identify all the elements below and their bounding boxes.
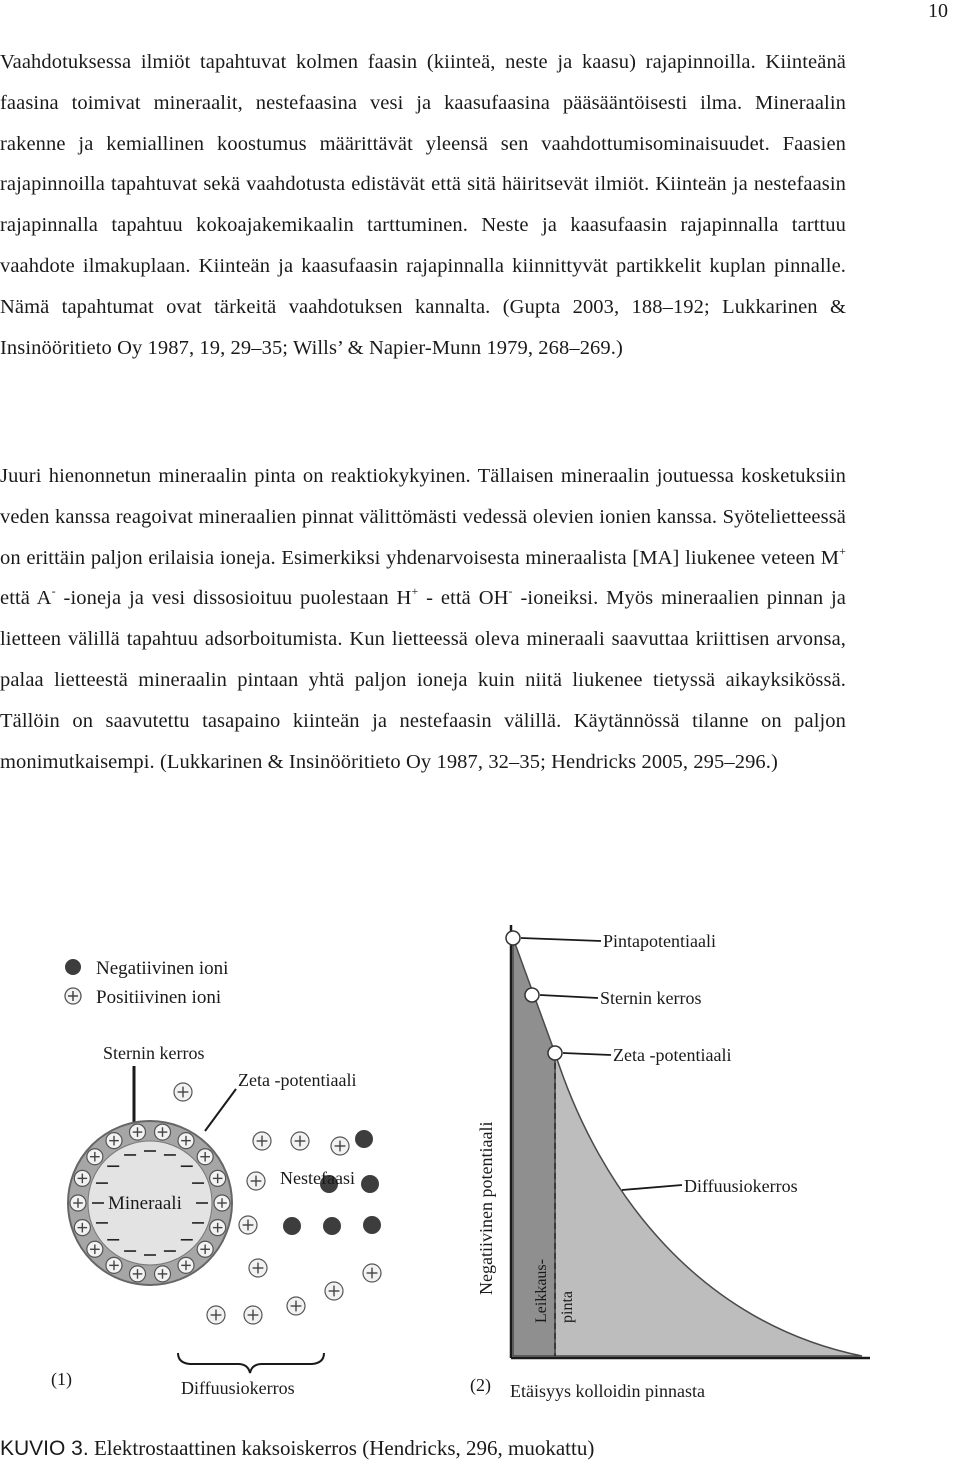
- negative-ion-icon: [283, 1217, 301, 1235]
- negative-ion-icon: [355, 1130, 373, 1148]
- sup-plus-h: +: [411, 584, 419, 599]
- diffuse-right-pointer: [622, 1185, 682, 1190]
- paragraph-mineral-surface: [0, 456, 846, 782]
- positive-ion-icon: [87, 1241, 103, 1257]
- negative-ion-icon: [323, 1217, 341, 1235]
- positive-ion-icon: [244, 1306, 262, 1324]
- negative-ion-icon: [361, 1175, 379, 1193]
- sup-plus-m: +: [839, 543, 846, 558]
- shear-plane-label-line1: Leikkaus-: [533, 1259, 550, 1323]
- positive-ion-icon: [210, 1220, 226, 1236]
- diffuse-region: [555, 1053, 862, 1356]
- legend-positive-ion-icon: [65, 988, 81, 1004]
- panel-1-number: (1): [51, 1369, 72, 1389]
- positive-ion-icon: [174, 1083, 192, 1101]
- positive-ion-icon: [197, 1149, 213, 1165]
- diffuse-label-left: Diffuusiokerros: [181, 1378, 295, 1398]
- sup-minus-a: -: [51, 584, 56, 599]
- legend-negative-ion-icon: [65, 959, 81, 975]
- zeta-pointer-line: [205, 1089, 236, 1131]
- p2-text-2: että A: [0, 587, 52, 610]
- negative-ion-icon: [363, 1216, 381, 1234]
- positive-ion-icon: [363, 1264, 381, 1282]
- positive-ion-icon: [207, 1306, 225, 1324]
- p2-text-5: -ioneiksi. Myös mineraalien pinnan ja lietteen välillä tapahtuu adsorboitumista. Kun lietteessä oleva mineraali saavuttaa kriittisen arvonsa, palaa lietteestä mineraalin pintaan yhtä paljon ioneja kuin niitä liukenee tietyssä aikayksikössä. Tällöin on saavutettu tasapaino kiinteän ja nestefaasin välillä. Käytännössä tilanne on paljon monimutkaisempi. (Lukkarinen & Insinööritieto Oy 1987, 32–35; Hendricks 2005, 295–296.): [0, 587, 846, 773]
- zeta-label-right: Zeta -potentiaali: [613, 1045, 732, 1065]
- zeta-point: [548, 1046, 562, 1060]
- positive-ion-icon: [70, 1195, 86, 1211]
- caption-text: Elektrostaattinen kaksoiskerros (Hendricks, 296, muokattu): [88, 1436, 595, 1460]
- zeta-label-left: Zeta -potentiaali: [238, 1070, 357, 1090]
- diffuse-brace: [178, 1353, 324, 1373]
- positive-ion-icon: [210, 1170, 226, 1186]
- shear-plane-label-line2: pinta: [559, 1291, 576, 1323]
- y-axis-label: Negatiivinen potentiaali: [476, 1121, 496, 1295]
- positive-ion-icon: [253, 1132, 271, 1150]
- nestefaasi-label: Nestefaasi: [280, 1168, 355, 1188]
- panel-1: [51, 958, 381, 1398]
- positive-ion-icon: [287, 1297, 305, 1315]
- legend-negative-label: Negatiivinen ioni: [96, 958, 229, 979]
- figure-svg: [0, 903, 960, 1423]
- surface-potential-point: [506, 931, 520, 945]
- stern-label-right: Sternin kerros: [600, 988, 702, 1008]
- positive-ion-icon: [239, 1216, 257, 1234]
- positive-ion-icon: [331, 1137, 349, 1155]
- stern-layer-label-left: Sternin kerros: [103, 1043, 205, 1063]
- positive-ion-icon: [106, 1257, 122, 1273]
- double-layer-figure: [0, 903, 960, 1423]
- p2-text-4: - että OH: [418, 587, 509, 610]
- positive-ion-icon: [247, 1172, 265, 1190]
- positive-ion-icon: [155, 1124, 171, 1140]
- legend-positive-label: Positiivinen ioni: [96, 987, 222, 1008]
- positive-ion-icon: [106, 1133, 122, 1149]
- caption-label: KUVIO 3.: [0, 1437, 89, 1460]
- x-axis-label: Etäisyys kolloidin pinnasta: [510, 1381, 705, 1401]
- positive-ion-icon: [197, 1241, 213, 1257]
- sup-minus-oh: -: [508, 584, 513, 599]
- positive-ion-icon: [325, 1282, 343, 1300]
- page-number: 10: [928, 0, 948, 22]
- diffuse-label-right: Diffuusiokerros: [684, 1176, 798, 1196]
- positive-ion-icon: [214, 1195, 230, 1211]
- mineral-label: Mineraali: [108, 1193, 182, 1214]
- zeta-right-pointer: [563, 1053, 611, 1055]
- figure-caption: [0, 1436, 594, 1461]
- positive-ion-icon: [87, 1149, 103, 1165]
- surface-potential-label: Pintapotentiaali: [603, 931, 716, 951]
- stern-point: [525, 988, 539, 1002]
- panel-2-number: (2): [470, 1375, 491, 1395]
- positive-ion-icon: [178, 1133, 194, 1149]
- positive-ion-icon: [249, 1259, 267, 1277]
- paragraph-flotation-interfaces: Vaahdotuksessa ilmiöt tapahtuvat kolmen faasin (kiinteä, neste ja kaasu) rajapinnoilla. Kiinteänä faasina toimivat mineraalit, nestefaasina vesi ja kaasufaasina pääsääntöisesti ilma. Mineraalin rakenne ja kemiallinen koostumus määrittävät yleensä sen vaahdottumisominaisuudet. Faasien rajapinnoilla tapahtuvat sekä vaahdotusta edistävät että sitä häiritsevät ilmiöt. Kiinteän ja nestefaasin rajapinnalla tapahtuu kokoajakemikaalin tarttuminen. Neste ja kaasufaasin rajapinnalla tarttuu vaahdote ilmakuplaan. Kiinteän ja kaasufaasin rajapinnalla kiinnittyvät partikkelit kuplan pinnalle. Nämä tapahtumat ovat tärkeitä vaahdotuksen kannalta. (Gupta 2003, 188–192; Lukkarinen & Insinööritieto Oy 1987, 19, 29–35; Wills’ & Napier-Munn 1979, 268–269.): [0, 51, 846, 359]
- surface-potential-pointer: [521, 938, 601, 941]
- p2-text-3: -ioneja ja vesi dissosioituu puolestaan H: [55, 587, 412, 610]
- positive-ion-icon: [129, 1266, 145, 1282]
- positive-ion-icon: [74, 1170, 90, 1186]
- positive-ion-icon: [155, 1266, 171, 1282]
- positive-ion-icon: [129, 1124, 145, 1140]
- positive-ion-icon: [178, 1257, 194, 1273]
- positive-ion-icon: [74, 1220, 90, 1236]
- positive-ion-icon: [291, 1132, 309, 1150]
- p2-text-1: Juuri hienonnetun mineraalin pinta on reaktiokykyinen. Tällaisen mineraalin joutuessa kosketuksiin veden kanssa reagoivat mineraalien pinnat välittömästi vedessä olevien ionien kanssa. Syötelietteessä on erittäin paljon erilaisia ioneja. Esimerkiksi yhdenarvoisesta mineraalista [MA] liukenee veteen M: [0, 465, 846, 569]
- stern-right-pointer: [540, 995, 598, 998]
- panel-2: [470, 925, 870, 1401]
